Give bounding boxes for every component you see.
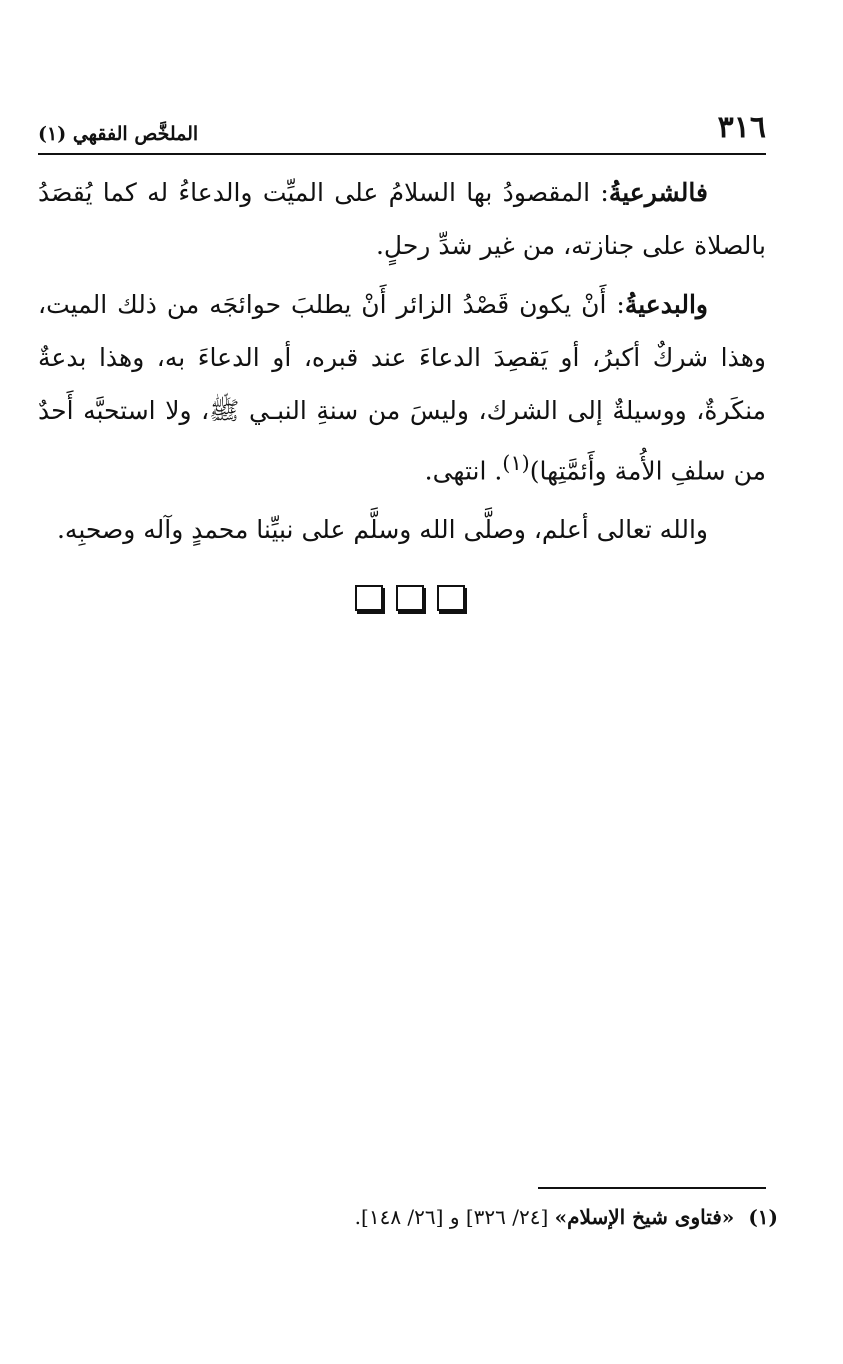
footnote [38,1200,778,1234]
paragraph-text: : المقصودُ بها السلامُ على الميِّت والدعاءُ له كما يُقصَدُ بالصلاة على جنازته، من غير شدِّ رحلٍ. [38,178,766,260]
header-rule [38,153,766,155]
section-divider [355,585,465,613]
footnote-rule [538,1187,766,1189]
running-title: الملخَّص الفقهي (١) [38,123,199,145]
footnote-reference: (١) [502,451,530,475]
divider-square-icon [437,585,465,611]
term-innovated: والبدعيةُ [624,290,708,319]
paragraph-text: : أَنْ يكون قَصْدُ الزائر أَنْ يطلبَ حوائجَه من ذلك الميت، وهذا شركٌ أكبرُ، أو يَقصِدَ الدعاءَ عند قبره، أو الدعاءَ به، وهذا بدعةٌ منكَرةٌ، ووسيلةٌ إلى الشرك، وليسَ من سنةِ النبـي ﷺ، ولا استحبَّه أَحدٌ من سلفِ الأُمة وأَئمَّتِها) [38,290,766,486]
page-number: ٣١٦ [717,110,766,145]
paragraph-end: . انتهى. [424,456,503,486]
closing-line: والله تعالى أعلم، وصلَّى الله وسلَّم على نبيِّنا محمدٍ وآله وصحبِه. [56,515,708,545]
footnote-source-title: «فتاوى شيخ الإسلام» [554,1205,735,1229]
main-text [38,166,766,562]
paragraph-innovated-visit [38,278,766,497]
page-header [38,108,766,154]
divider-square-icon [396,585,424,611]
paragraph-legitimate-visit [38,166,766,272]
footnote-citation: [٢٤/ ٣٢٦] و [٢٦/ ١٤٨]. [354,1205,555,1229]
term-legitimate: فالشرعيةُ [608,178,708,207]
divider-square-icon [355,585,383,611]
footnote-marker: (١) [748,1205,778,1229]
